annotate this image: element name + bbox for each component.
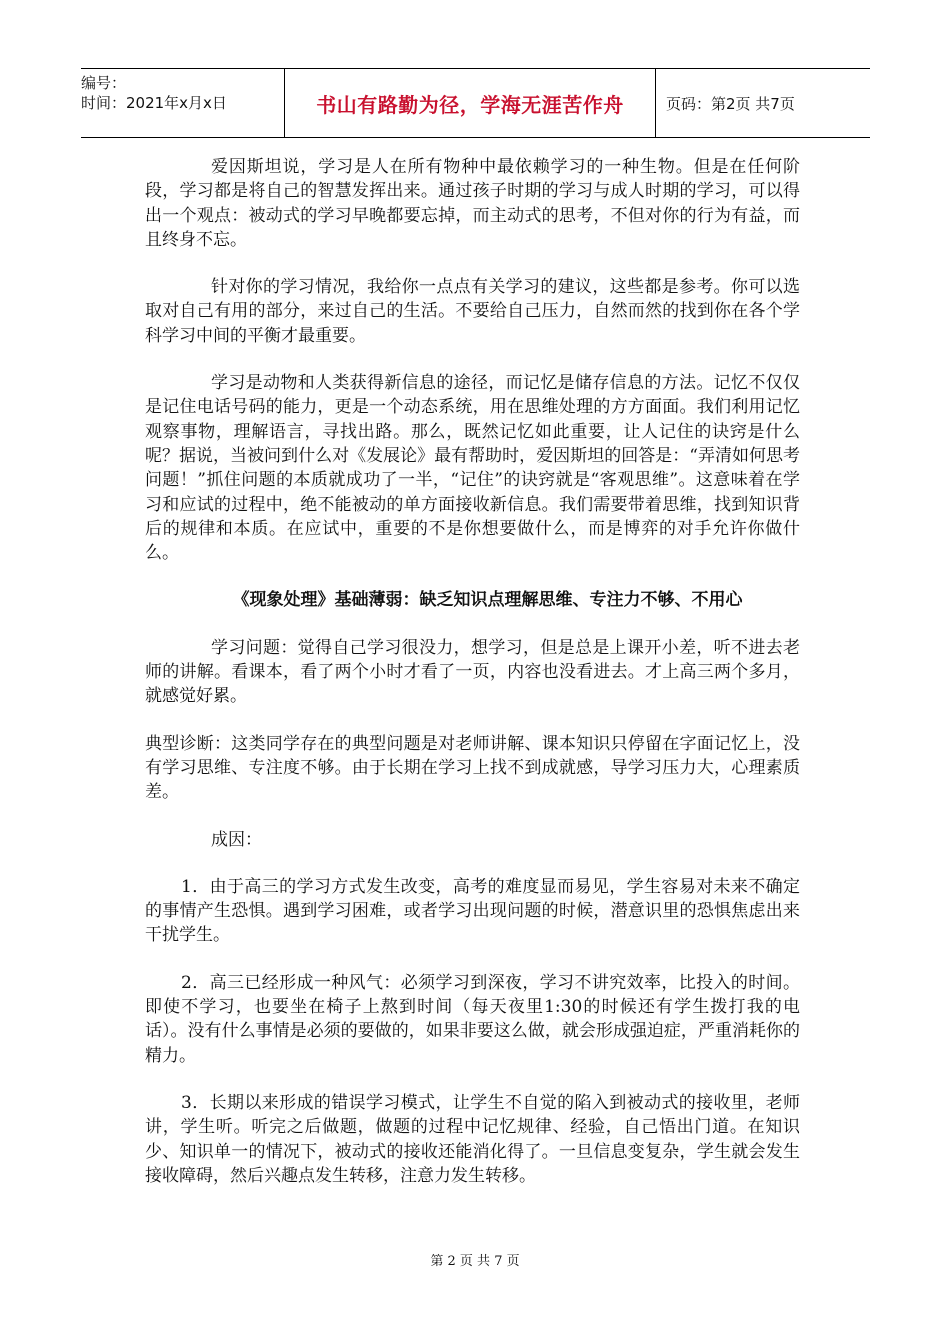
header-meta bbox=[81, 69, 284, 137]
number-label: 编号： bbox=[81, 74, 127, 92]
page-footer: 第 2 页 共 7 页 bbox=[430, 1254, 520, 1269]
paragraph-diagnosis: 典型诊断：这类同学存在的典型问题是对老师讲解、课本知识只停留在字面记忆上，没有学习思维、专注度不够。由于长期在学习上找不到成就感，导学习压力大，心理素质差。 bbox=[145, 733, 800, 803]
paragraph-problem: 学习问题：觉得自己学习很没力，想学习，但是总是上课开小差，听不进去老师的讲解。看课本，看了两个小时才看了一页，内容也没看进去。才上高三两个多月，就感觉好累。 bbox=[145, 637, 800, 707]
list-item-cause-2: 2．高三已经形成一种风气：必须学习到深夜，学习不讲究效率，比投入的时间。即使不学习，也要坐在椅子上熬到时间（每天夜里1:30的时候还有学生拨打我的电话）。没有什么事情是必须的要做的，如果非要这么做，就会形成强迫症，严重消耗你的精力。 bbox=[145, 972, 800, 1066]
list-item-cause-1: 1．由于高三的学习方式发生改变，高考的难度显而易见，学生容易对未来不确定的事情产生恐惧。遇到学习困难，或者学习出现问题的时候，潜意识里的恐惧焦虑出来干扰学生。 bbox=[145, 876, 800, 946]
time-label: 时间：2021年x月x日 bbox=[81, 94, 227, 112]
paragraph-causes-label: 成因： bbox=[211, 829, 262, 850]
header-motto: 书山有路勤为径，学海无涯苦作舟 bbox=[284, 69, 656, 137]
document-body bbox=[145, 155, 800, 1211]
section-heading: 《现象处理》基础薄弱：缺乏知识点理解思维、专注力不够、不用心 bbox=[232, 590, 743, 611]
paragraph-einstein: 爱因斯坦说，学习是人在所有物种中最依赖学习的一种生物。但是在任何阶段，学习都是将自己的智慧发挥出来。通过孩子时期的学习与成人时期的学习，可以得出一个观点：被动式的学习早晚都要忘掉，而主动式的思考，不但对你的行为有益，而且终身不忘。 bbox=[145, 157, 800, 250]
page-header bbox=[81, 68, 870, 138]
paragraph-memory: 学习是动物和人类获得新信息的途径，而记忆是储存信息的方法。记忆不仅仅是记住电话号码的能力，更是一个动态系统，用在思维处理的方方面面。我们利用记忆观察事物，理解语言，寻找出路。那么，既然记忆如此重要，让人记住的诀窍是什么呢？据说，当被问到什么对《发展论》最有帮助时，爱因斯坦的回答是：“弄清如何思考问题！”抓住问题的本质就成功了一半，“记住”的诀窍就是“客观思维”。这意味着在学习和应试的过程中，绝不能被动的单方面接收新信息。我们需要带着思维，找到知识背后的规律和本质。在应试中，重要的不是你想要做什么，而是博弈的对手允许你做什么。 bbox=[145, 373, 800, 564]
paragraph-advice: 针对你的学习情况，我给你一点点有关学习的建议，这些都是参考。你可以选取对自己有用的部分，来过自己的生活。不要给自己压力，自然而然的找到你在各个学科学习中间的平衡才最重要。 bbox=[145, 277, 800, 346]
list-item-cause-3: 3．长期以来形成的错误学习模式，让学生不自觉的陷入到被动式的接收里，老师讲，学生听。听完之后做题，做题的过程中记忆规律、经验，自己悟出门道。在知识少、知识单一的情况下，被动式的接收还能消化得了。一旦信息变复杂，学生就会发生接收障碍，然后兴趣点发生转移，注意力发生转移。 bbox=[145, 1092, 800, 1186]
header-page-number: 页码：第2页 共7页 bbox=[666, 94, 795, 113]
